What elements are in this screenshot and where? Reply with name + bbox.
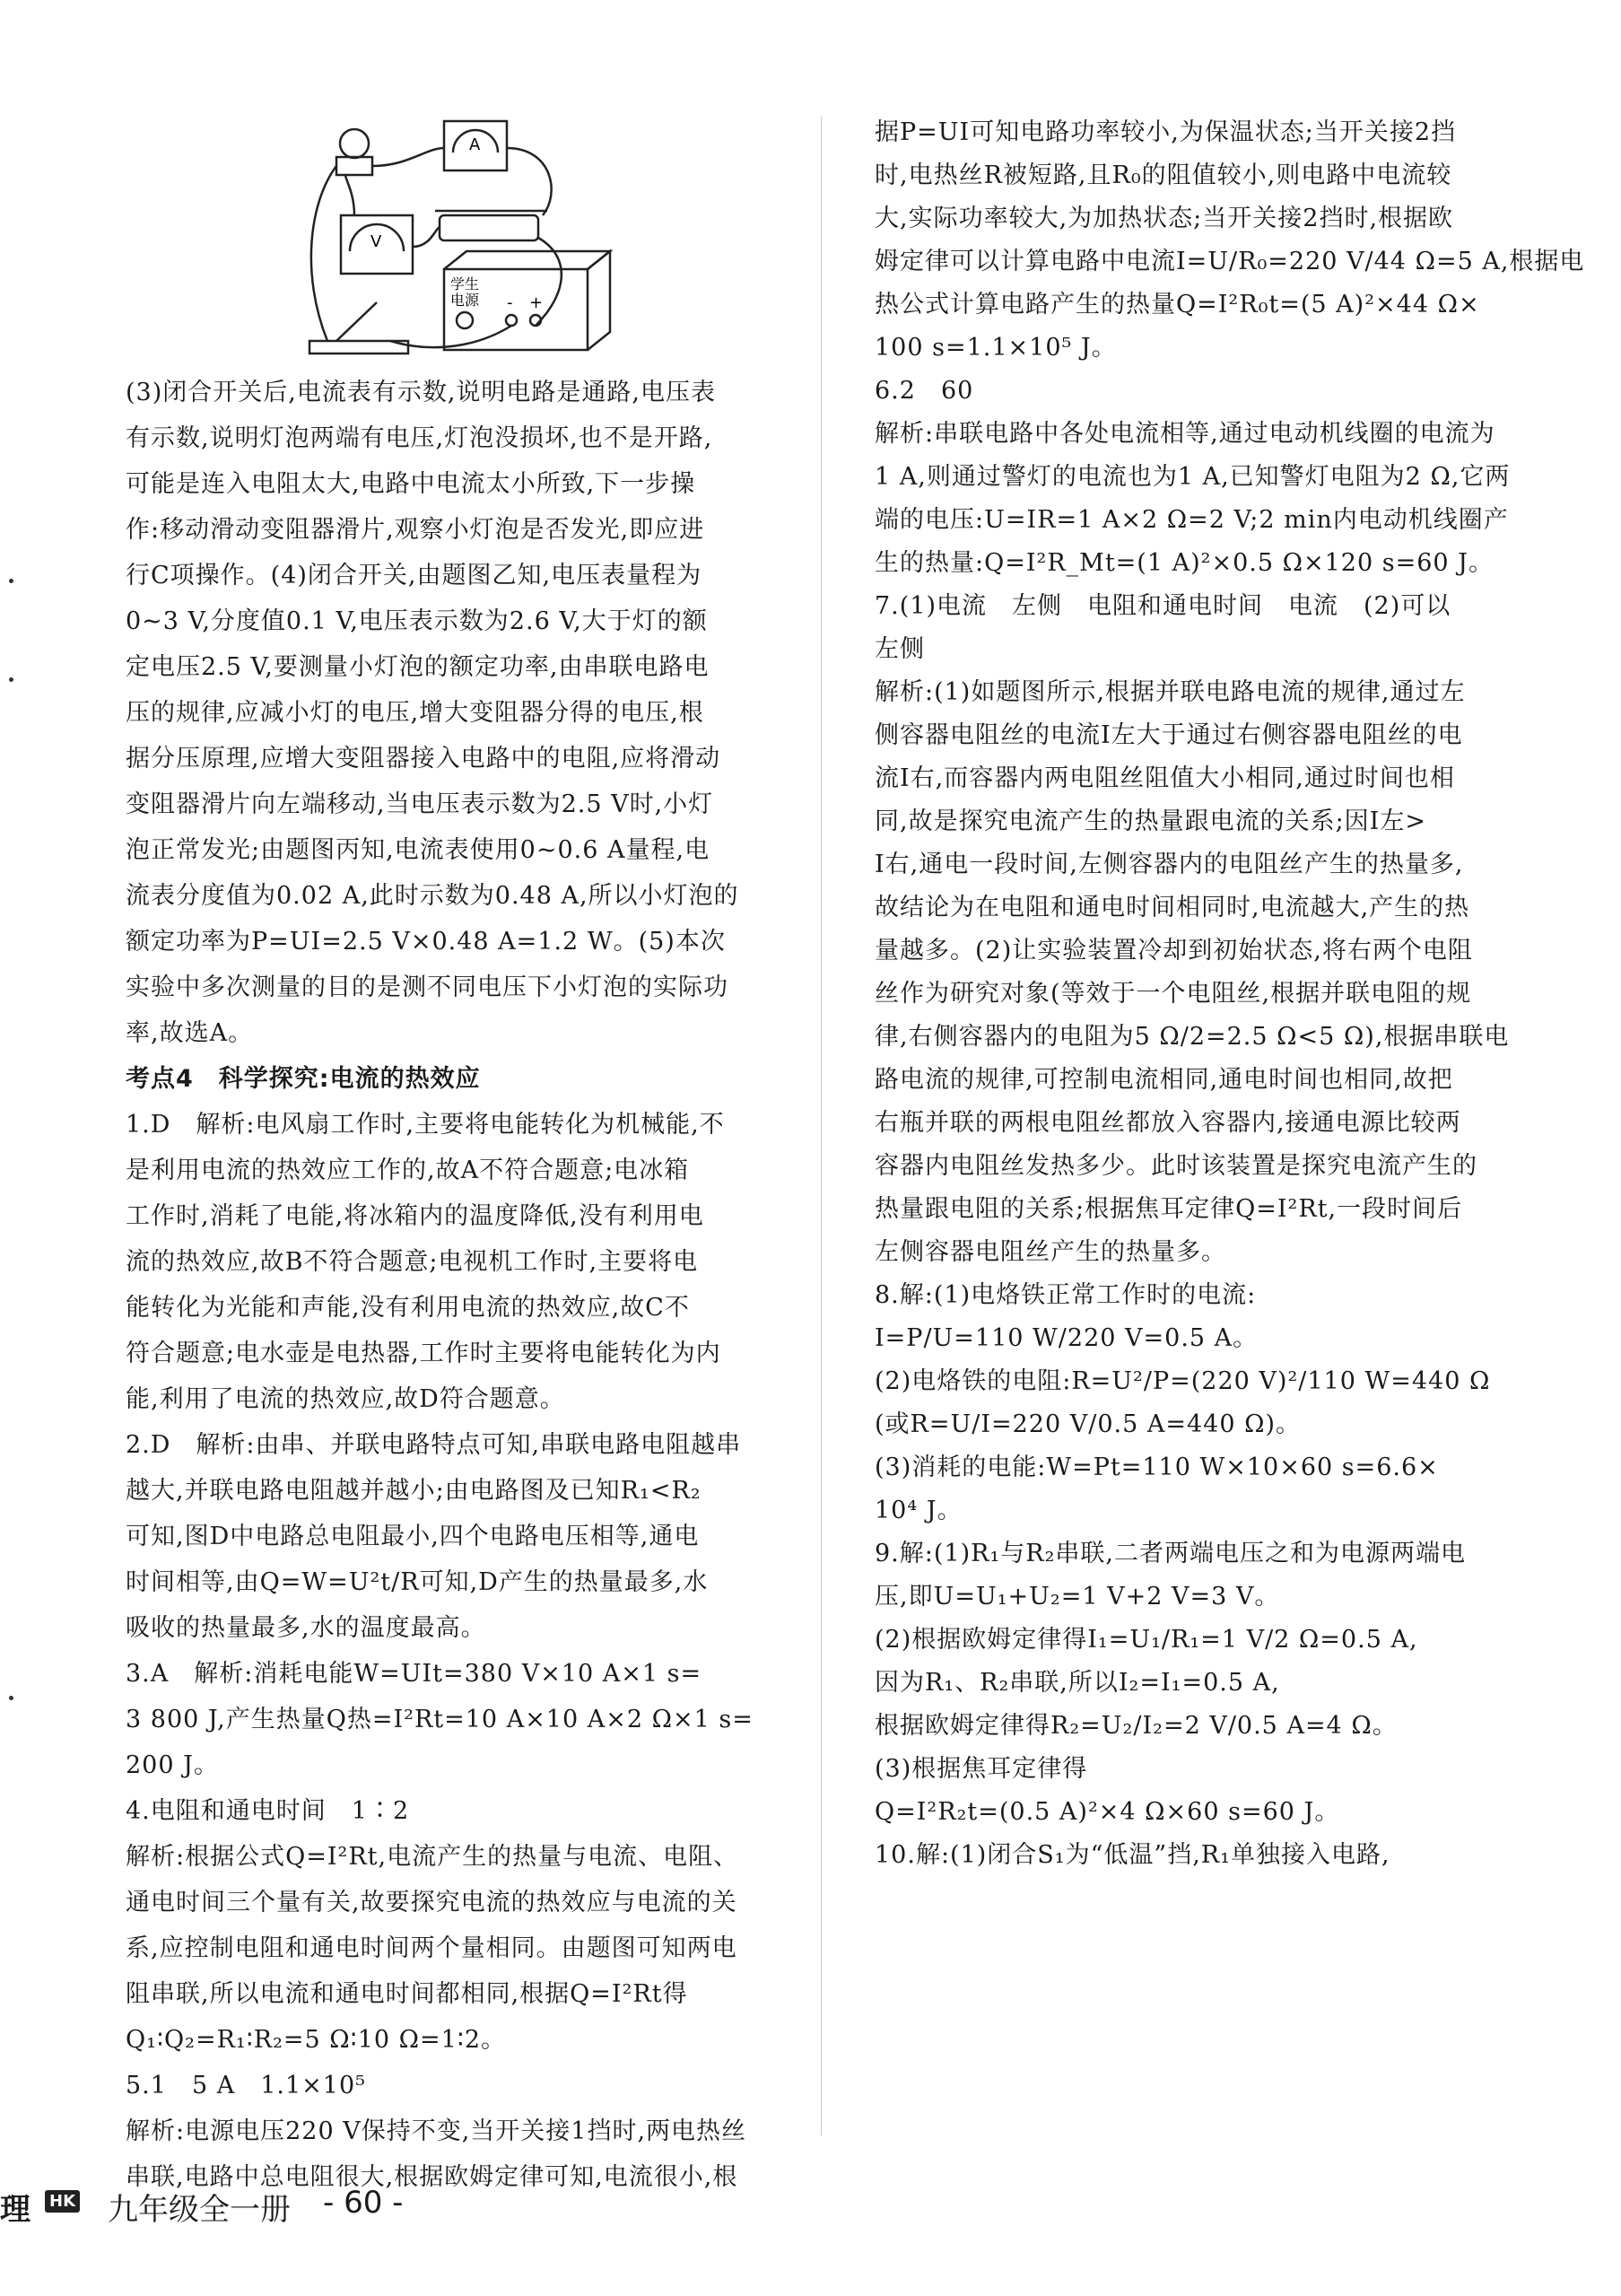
- left-text-line: 解析:电源电压220 V保持不变,当开关接1挡时,两电热丝: [126, 2117, 747, 2145]
- right-text-line: (2)电烙铁的电阻:R=U²/P=(220 V)²/110 W=440 Ω: [875, 1367, 1491, 1395]
- right-text-line: 同,故是探究电流产生的热量跟电流的关系;因I左>: [875, 808, 1426, 835]
- left-text-line: 系,应控制电阻和通电时间两个量相同。由题图可知两电: [126, 1934, 737, 1962]
- left-text-line: 5.1 5 A 1.1×10⁵: [126, 2072, 366, 2100]
- right-text-line: 8.解:(1)电烙铁正常工作时的电流:: [875, 1281, 1257, 1309]
- left-text-line: 考点4 科学探究:电流的热效应: [126, 1065, 481, 1093]
- margin-mark: [9, 1696, 13, 1700]
- right-text-line: 因为R₁、R₂串联,所以I₂=I₁=0.5 A,: [875, 1669, 1280, 1697]
- left-text-line: 压的规律,应减小灯的电压,增大变阻器分得的电压,根: [126, 699, 704, 727]
- right-text-line: 姆定律可以计算电路中电流I=U/R₀=220 V/44 Ω=5 A,根据电: [875, 248, 1585, 275]
- left-text-line: Q₁∶Q₂=R₁∶R₂=5 Ω∶10 Ω=1∶2。: [126, 2026, 507, 2054]
- right-text-line: I=P/U=110 W/220 V=0.5 A。: [875, 1324, 1259, 1352]
- left-text-line: 能转化为光能和声能,没有利用电流的热效应,故C不: [126, 1294, 690, 1322]
- left-text-line: 3 800 J,产生热量Q热=I²Rt=10 A×10 A×2 Ω×1 s=: [126, 1706, 754, 1733]
- circuit-figure: [301, 112, 659, 372]
- right-text-line: 6.2 60: [875, 377, 974, 405]
- left-text-line: 实验中多次测量的目的是测不同电压下小灯泡的实际功: [126, 973, 728, 1001]
- right-text-line: 9.解:(1)R₁与R₂串联,二者两端电压之和为电源两端电: [875, 1540, 1466, 1567]
- right-text-line: 左侧容器电阻丝产生的热量多。: [875, 1238, 1226, 1266]
- margin-mark: [9, 579, 13, 583]
- left-text-line: 定电压2.5 V,要测量小灯泡的额定功率,由串联电路电: [126, 653, 710, 681]
- right-text-line: 7.(1)电流 左侧 电阻和通电时间 电流 (2)可以: [875, 592, 1451, 620]
- page-footer: [0, 2185, 628, 2230]
- right-text-line: 大,实际功率较大,为加热状态;当开关接2挡时,根据欧: [875, 205, 1454, 232]
- left-text-line: 阻串联,所以电流和通电时间都相同,根据Q=I²Rt得: [126, 1980, 688, 2008]
- right-text-line: 10.解:(1)闭合S₁为“低温”挡,R₁单独接入电路,: [875, 1841, 1390, 1869]
- minus-terminal-label: -: [507, 293, 513, 312]
- right-text-line: 1 A,则通过警灯的电流也为1 A,已知警灯电阻为2 Ω,它两: [875, 463, 1511, 491]
- right-text-line: 端的电压:U=IR=1 A×2 Ω=2 V;2 min内电动机线圈产: [875, 506, 1509, 534]
- left-text-line: 可能是连入电阻太大,电路中电流太小所致,下一步操: [126, 470, 696, 498]
- left-text-line: 时间相等,由Q=W=U²t/R可知,D产生的热量最多,水: [126, 1568, 709, 1596]
- left-text-line: 1.D 解析:电风扇工作时,主要将电能转化为机械能,不: [126, 1111, 725, 1139]
- left-text-line: 通电时间三个量有关,故要探究电流的热效应与电流的关: [126, 1889, 737, 1916]
- right-text-line: 热量跟电阻的关系;根据焦耳定律Q=I²Rt,一段时间后: [875, 1195, 1463, 1223]
- left-text-line: (3)闭合开关后,电流表有示数,说明电路是通路,电压表: [126, 379, 716, 406]
- left-text-line: 能,利用了电流的热效应,故D符合题意。: [126, 1385, 565, 1413]
- right-text-line: (3)消耗的电能:W=Pt=110 W×10×60 s=6.6×: [875, 1454, 1439, 1481]
- left-text-line: 越大,并联电路电阻越并越小;由电路图及已知R₁<R₂: [126, 1477, 702, 1505]
- left-text-line: 工作时,消耗了电能,将冰箱内的温度降低,没有利用电: [126, 1202, 704, 1230]
- voltmeter-label: V: [370, 232, 382, 251]
- right-text-line: I右,通电一段时间,左侧容器内的电阻丝产生的热量多,: [875, 851, 1464, 878]
- right-text-line: 解析:(1)如题图所示,根据并联电路电流的规律,通过左: [875, 678, 1466, 706]
- right-text-line: (或R=U/I=220 V/0.5 A=440 Ω)。: [875, 1410, 1302, 1438]
- left-text-line: 4.电阻和通电时间 1∶2: [126, 1797, 410, 1825]
- left-text-line: 解析:根据公式Q=I²Rt,电流产生的热量与电流、电阻、: [126, 1843, 739, 1871]
- subject-label: 理: [0, 2192, 31, 2228]
- left-text-line: 额定功率为P=UI=2.5 V×0.48 A=1.2 W。(5)本次: [126, 928, 726, 956]
- right-text-line: 时,电热丝R被短路,且R₀的阻值较小,则电路中电流较: [875, 162, 1452, 189]
- right-text-line: 100 s=1.1×10⁵ J。: [875, 334, 1117, 362]
- left-text-line: 符合题意;电水壶是电热器,工作时主要将电能转化为内: [126, 1340, 721, 1367]
- power-label-2: 电源: [450, 292, 480, 309]
- right-text-line: 律,右侧容器内的电阻为5 Ω/2=2.5 Ω<5 Ω),根据串联电: [875, 1023, 1510, 1051]
- right-text-line: 根据欧姆定律得R₂=U₂/I₂=2 V/0.5 A=4 Ω。: [875, 1712, 1398, 1740]
- left-text-line: 率,故选A。: [126, 1019, 254, 1047]
- right-text-line: 流I右,而容器内两电阻丝阻值大小相同,通过时间也相: [875, 764, 1455, 792]
- right-text-line: 量越多。(2)让实验装置冷却到初始状态,将右两个电阻: [875, 937, 1473, 965]
- left-text-line: 据分压原理,应增大变阻器接入电路中的电阻,应将滑动: [126, 745, 721, 773]
- left-text-line: 作:移动滑动变阻器滑片,观察小灯泡是否发光,即应进: [126, 516, 705, 544]
- left-text-line: 可知,图D中电路总电阻最小,四个电路电压相等,通电: [126, 1523, 700, 1550]
- left-text-line: 行C项操作。(4)闭合开关,由题图乙知,电压表量程为: [126, 562, 702, 589]
- right-text-line: 丝作为研究对象(等效于一个电阻丝,根据并联电阻的规: [875, 980, 1472, 1008]
- left-text-line: 串联,电路中总电阻很大,根据欧姆定律可知,电流很小,根: [126, 2163, 738, 2191]
- right-text-line: 据P=UI可知电路功率较小,为保温状态;当开关接2挡: [875, 118, 1457, 146]
- left-text-line: 流的热效应,故B不符合题意;电视机工作时,主要将电: [126, 1248, 699, 1276]
- left-text-line: 泡正常发光;由题图丙知,电流表使用0~0.6 A量程,电: [126, 836, 710, 864]
- right-text-line: 容器内电阻丝发热多少。此时该装置是探究电流产生的: [875, 1152, 1477, 1180]
- ammeter-label: A: [469, 135, 481, 154]
- left-text-line: 0~3 V,分度值0.1 V,电压表示数为2.6 V,大于灯的额: [126, 607, 708, 635]
- right-text-line: 10⁴ J。: [875, 1497, 963, 1524]
- right-text-line: Q=I²R₂t=(0.5 A)²×4 Ω×60 s=60 J。: [875, 1798, 1340, 1826]
- page-number: - 60 -: [323, 2185, 404, 2221]
- right-text-line: 左侧: [875, 635, 925, 663]
- edition-badge: HK: [45, 2190, 80, 2213]
- right-text-line: 路电流的规律,可控制电流相同,通电时间也相同,故把: [875, 1066, 1453, 1094]
- left-text-line: 变阻器滑片向左端移动,当电压表示数为2.5 V时,小灯: [126, 790, 714, 818]
- left-text-line: 是利用电流的热效应工作的,故A不符合题意;电冰箱: [126, 1157, 690, 1184]
- right-text-line: 右瓶并联的两根电阻丝都放入容器内,接通电源比较两: [875, 1109, 1461, 1137]
- power-label-1: 学生: [450, 275, 480, 292]
- right-text-line: 侧容器电阻丝的电流I左大于通过右侧容器电阻丝的电: [875, 721, 1463, 749]
- left-text-line: 2.D 解析:由串、并联电路特点可知,串联电路电阻越串: [126, 1431, 742, 1459]
- margin-mark: [9, 677, 13, 682]
- left-text-line: 有示数,说明灯泡两端有电压,灯泡没损坏,也不是开路,: [126, 424, 713, 452]
- right-text-line: 故结论为在电阻和通电时间相同时,电流越大,产生的热: [875, 894, 1470, 921]
- grade-label: 九年级全一册: [108, 2192, 291, 2228]
- left-text-line: 200 J。: [126, 1751, 219, 1779]
- left-text-line: 3.A 解析:消耗电能W=UIt=380 V×10 A×1 s=: [126, 1660, 702, 1688]
- left-text-line: 吸收的热量最多,水的温度最高。: [126, 1614, 486, 1642]
- right-text-line: 解析:串联电路中各处电流相等,通过电动机线圈的电流为: [875, 420, 1495, 448]
- right-text-line: 生的热量:Q=I²R_Mt=(1 A)²×0.5 Ω×120 s=60 J。: [875, 549, 1494, 577]
- right-text-line: (2)根据欧姆定律得I₁=U₁/R₁=1 V/2 Ω=0.5 A,: [875, 1626, 1418, 1654]
- plus-terminal-label: +: [529, 293, 544, 312]
- column-divider: [821, 117, 822, 2135]
- right-text-line: (3)根据焦耳定律得: [875, 1755, 1088, 1783]
- right-text-line: 压,即U=U₁+U₂=1 V+2 V=3 V。: [875, 1583, 1280, 1611]
- left-text-line: 流表分度值为0.02 A,此时示数为0.48 A,所以小灯泡的: [126, 882, 739, 910]
- right-text-line: 热公式计算电路产生的热量Q=I²R₀t=(5 A)²×44 Ω×: [875, 291, 1480, 319]
